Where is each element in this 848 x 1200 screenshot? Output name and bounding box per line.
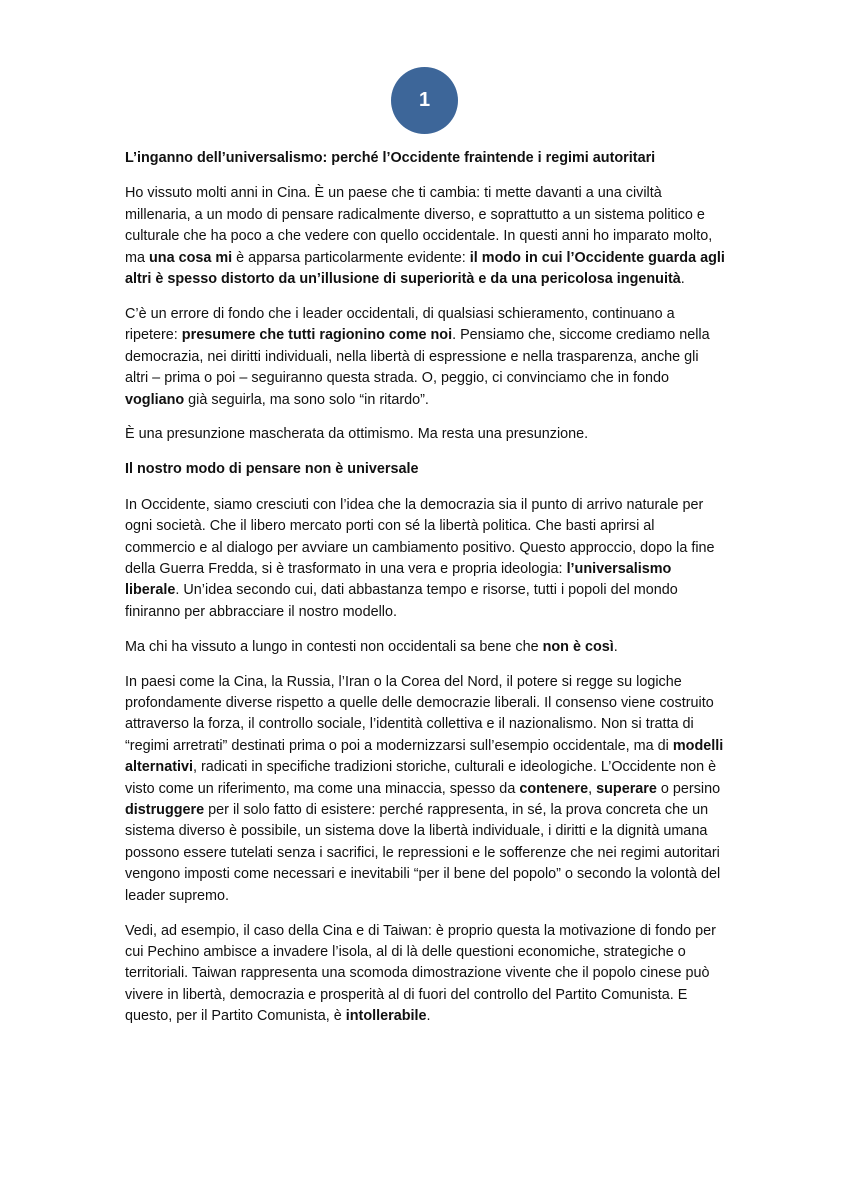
article-body [125,148,725,1041]
page-number: 1 [418,89,431,111]
paragraph-2: C’è un errore di fondo che i leader occidentali, di qualsiasi schieramento, continuano a ripetere: presumere che tutti ragionino come noi. Pensiamo che, siccome crediamo nella democrazia, nei diritti individuali, nella libertà di espressione e nella trasparenza, anche gli altri – prima o poi – seguiranno questa strada. O, peggio, ci convinciamo che in fondo vogliano già seguirla, ma sono solo “in ritardo”. [125,305,710,408]
paragraph-1: Ho vissuto molti anni in Cina. È un paese che ti cambia: ti mette davanti a una civiltà millenaria, a un modo di pensare radicalmente diverso, e soprattutto a un sistema politico e culturale che ha poco a che vedere con quello occidentale. In questi anni ho imparato molto, ma una cosa mi è apparsa particolarmente evidente: il modo in cui l’Occidente guarda agli altri è spesso distorto da un’illusione di superiorità e da una pericolosa ingenuità. [125,185,725,288]
page-number-badge [391,67,458,134]
paragraph-4: In Occidente, siamo cresciuti con l’idea che la democrazia sia il punto di arrivo naturale per ogni società. Che il libero mercato porti con sé la libertà politica. Che basti aprirsi al commercio e al dialogo per avviare un cambiamento positivo. Questo approccio, dopo la fine della Guerra Fredda, si è trasformato in una vera e propria ideologia: l’universalismo liberale. Un’idea secondo cui, dati abbastanza tempo e risorse, tutti i popoli del mondo finiranno per abbracciare il nostro modello. [125,496,715,620]
paragraph-5: Ma chi ha vissuto a lungo in contesti non occidentali sa bene che non è così. [125,638,618,655]
paragraph-6: In paesi come la Cina, la Russia, l’Iran o la Corea del Nord, il potere si regge su logiche profondamente diverse rispetto a quelle delle democrazie liberali. Il consenso viene costruito attraverso la forza, il controllo sociale, l’identità collettiva e il nazionalismo. Non si tratta di “regimi arretrati” destinati prima o poi a modernizzarsi sull’esempio occidentale, ma di modelli alternativi, radicati in specifiche tradizioni storiche, culturali e ideologiche. L’Occidente non è visto come un riferimento, ma come una minaccia, spesso da contenere, superare o persino distruggere per il solo fatto di esistere: perché rappresenta, in sé, la prova concreta che un sistema diverso è possibile, un sistema dove la libertà individuale, i diritti e la dignità umana possono essere tutelati senza i sacrifici, le repressioni e le sofferenze che nei regimi autoritari vengono imposti come necessari e inevitabili “per il bene del popolo” o secondo la volontà del leader supremo. [125,673,724,904]
section-heading: Il nostro modo di pensare non è universale [125,461,419,478]
article-title: L’inganno dell’universalismo: perché l’Occidente fraintende i regimi autoritari [125,150,656,166]
paragraph-7: Vedi, ad esempio, il caso della Cina e di Taiwan: è proprio questa la motivazione di fondo per cui Pechino ambisce a invadere l’isola, al di là delle questioni economiche, strategiche o territoriali. Taiwan rappresenta una scomoda dimostrazione vivente che il popolo cinese può vivere in libertà, democrazia e prosperità al di fuori del controllo del Partito Comunista. E questo, per il Partito Comunista, è intollerabile. [125,922,716,1025]
paragraph-3: È una presunzione mascherata da ottimismo. Ma resta una presunzione. [125,426,589,443]
